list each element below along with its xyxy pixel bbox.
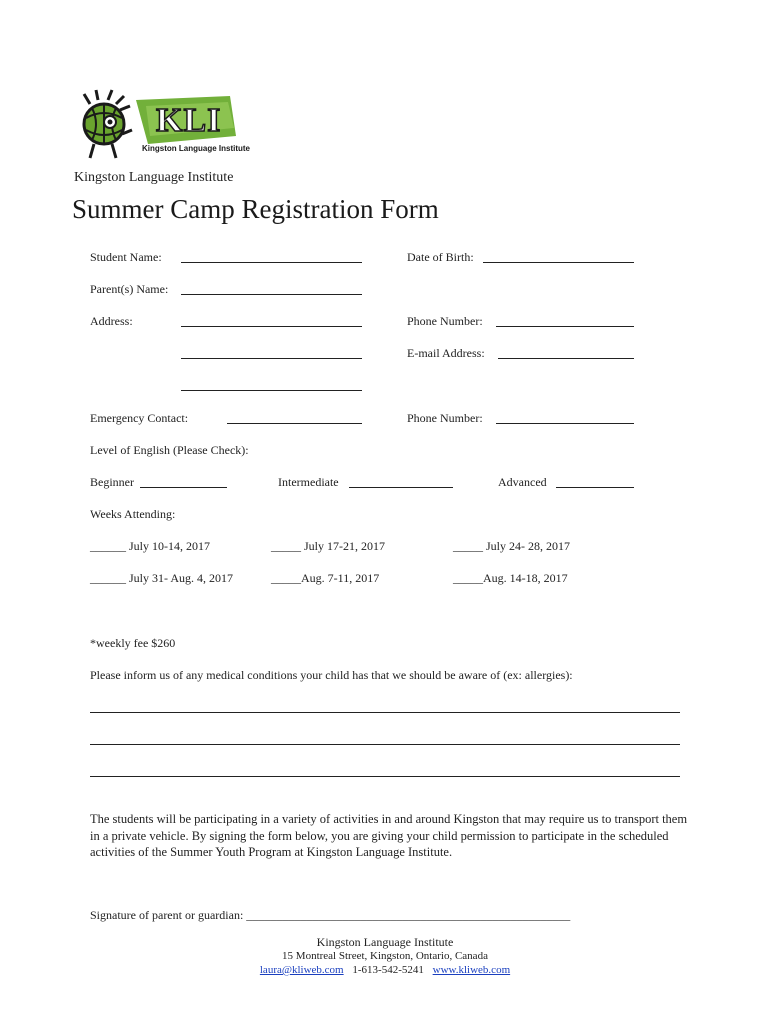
weekly-fee-note: *weekly fee $260 [90, 636, 176, 650]
address-field-2[interactable] [181, 358, 362, 359]
week-option-1[interactable]: ______ July 10-14, 2017 [90, 539, 210, 553]
english-level-label: Level of English (Please Check): [90, 443, 249, 457]
email-address-field[interactable] [498, 358, 634, 359]
medical-line-1[interactable] [90, 712, 680, 713]
emergency-contact-field[interactable] [227, 423, 362, 424]
weeks-attending-label: Weeks Attending: [90, 507, 176, 521]
advanced-label: Advanced [498, 475, 547, 489]
footer-address: 15 Montreal Street, Kingston, Ontario, Canada [282, 950, 488, 962]
intermediate-checkbox-line[interactable] [349, 487, 453, 488]
footer-email-link[interactable]: laura@kliweb.com [259, 964, 344, 976]
student-name-label: Student Name: [90, 250, 162, 264]
student-name-field[interactable] [181, 262, 362, 263]
emergency-phone-label: Phone Number: [407, 411, 483, 425]
medical-line-3[interactable] [90, 776, 680, 777]
email-address-label: E-mail Address: [407, 346, 485, 360]
parents-name-label: Parent(s) Name: [90, 282, 169, 296]
emergency-contact-label: Emergency Contact: [90, 411, 189, 425]
phone-number-label: Phone Number: [407, 314, 483, 328]
footer-institute-name: Kingston Language Institute [316, 935, 454, 949]
date-of-birth-label: Date of Birth: [407, 250, 474, 264]
week-option-2[interactable]: _____ July 17-21, 2017 [271, 539, 385, 553]
week-option-6[interactable]: _____Aug. 14-18, 2017 [453, 571, 568, 585]
page-title: Summer Camp Registration Form [72, 194, 439, 224]
medical-line-2[interactable] [90, 744, 680, 745]
logo-text: KLI [156, 102, 222, 139]
week-option-4[interactable]: ______ July 31- Aug. 4, 2017 [90, 571, 234, 585]
logo-subtext: Kingston Language Institute [142, 144, 250, 153]
footer-phone: 1-613-542-5241 [352, 964, 424, 976]
intermediate-label: Intermediate [278, 475, 339, 489]
beginner-label: Beginner [90, 475, 134, 489]
footer-contact [0, 964, 770, 976]
emergency-phone-field[interactable] [496, 423, 634, 424]
institute-name: Kingston Language Institute [74, 170, 234, 185]
phone-number-field[interactable] [496, 326, 634, 327]
kli-logo [78, 88, 250, 164]
permission-paragraph: The students will be participating in a variety of activities in and around Kingston that may require us to transport them in a private vehicle. By signing the form below, you are giving your child permission to participate in the scheduled activities of the Summer Youth Program at Kingston Language Institute. [90, 812, 688, 859]
advanced-checkbox-line[interactable] [556, 487, 634, 488]
week-option-3[interactable]: _____ July 24- 28, 2017 [453, 539, 570, 553]
footer-website-link[interactable]: www.kliweb.com [432, 964, 511, 976]
address-field-3[interactable] [181, 390, 362, 391]
address-field-1[interactable] [181, 326, 362, 327]
signature-field[interactable]: Signature of parent or guardian: ______________________________________________________ [90, 908, 571, 922]
address-label: Address: [90, 314, 133, 328]
date-of-birth-field[interactable] [483, 262, 634, 263]
beginner-checkbox-line[interactable] [140, 487, 227, 488]
week-option-5[interactable]: _____Aug. 7-11, 2017 [271, 571, 380, 585]
parents-name-field[interactable] [181, 294, 362, 295]
medical-conditions-prompt: Please inform us of any medical conditions your child has that we should be aware of (ex: allergies): [90, 668, 573, 682]
